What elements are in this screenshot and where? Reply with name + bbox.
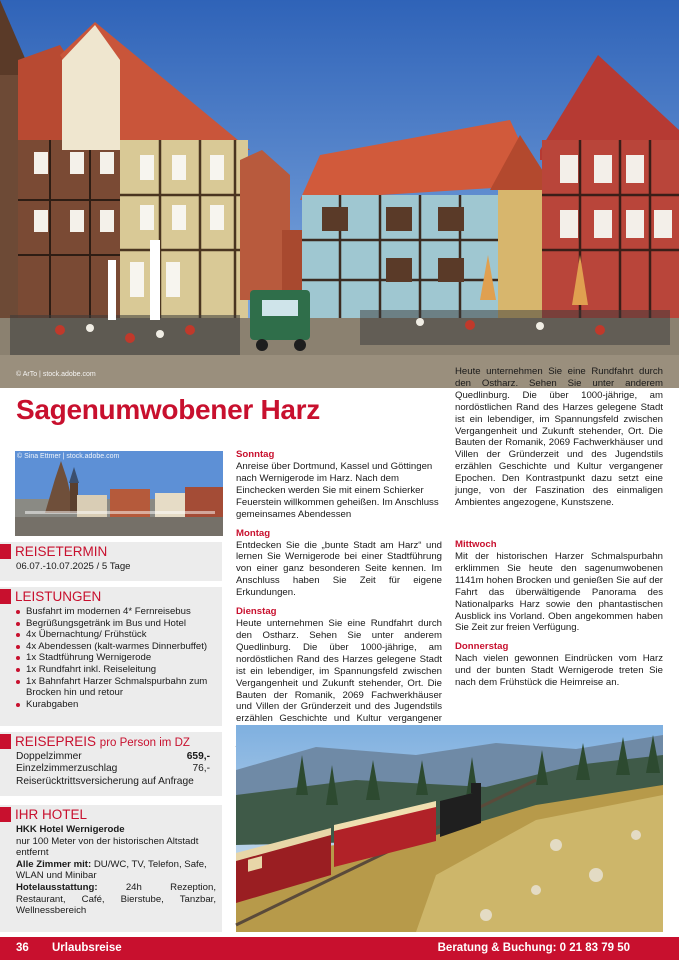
reisetermin-dates: 06.07.-10.07.2025 / 5 Tage — [16, 561, 131, 572]
hotel-ausstattung — [16, 882, 216, 917]
list-item: Kurabgaben — [16, 699, 216, 711]
day-text-sonntag: Anreise über Dortmund, Kassel und Göttingen nach Wernigerode im Harz. Nach dem Einchecken werden Sie mit einem Schierker Feuerstein willkommen geheißen. Im Anschluss gemeinsames Abendessen — [236, 461, 439, 520]
wernigerode-thumbnail-photo — [15, 451, 223, 536]
dienstag-continuation — [455, 366, 663, 532]
footer-contact: Beratung & Buchung: 0 21 83 79 50 — [437, 942, 630, 954]
day-heading-dienstag: Dienstag — [236, 606, 277, 618]
day-heading-sonntag: Sonntag — [236, 449, 275, 460]
hotel-header — [0, 805, 222, 824]
leistungen-heading: LEISTUNGEN — [15, 589, 102, 604]
versicherung-note: Reiserücktrittsversicherung auf Anfrage — [16, 775, 194, 787]
reisetermin-header — [0, 542, 222, 561]
section-marker — [0, 589, 11, 604]
list-item: 4x Abendessen (kalt-warmes Dinnerbuffet) — [16, 641, 216, 653]
day-text-dienstag-cont: Heute unternehmen Sie eine Rundfahrt durch den Ostharz. Sehen Sie unter anderem Quedlinburg. Die über 1000-jährige, am nordöstlichen Rand des Harzes gelegene Stadt ist ein lebendiger, im Spannungsfeld zwischen Vergangenheit und Zukunft stehender, Ort. Die Bauten der Romanik, 2069 Fachwerkhäuser und Villen der Gründerzeit und des Jugendstils erzählen Geschichte und Kultur vergangener Epochen. Den Kontrastpunkt dazu setzt eine junge, von der Faszination des einmaligen Ambientes angezogene, Kunstszene. — [455, 366, 663, 508]
reisepreis-heading: REISEPREIS — [15, 734, 97, 749]
leistungen-list — [16, 606, 216, 710]
hotel-body — [0, 824, 222, 917]
einzelzimmer-label: Einzelzimmerzuschlag — [16, 763, 118, 775]
section-marker — [0, 734, 11, 749]
doppelzimmer-label: Doppelzimmer — [16, 751, 82, 762]
reisetermin-body — [0, 561, 222, 573]
reisetermin-box — [0, 542, 222, 581]
section-marker — [0, 544, 11, 559]
program-column-2 — [455, 366, 663, 689]
reisepreis-subheading: pro Person im DZ — [99, 737, 190, 749]
page-footer — [0, 937, 679, 960]
day-text-dienstag-content: Heute unternehmen Sie eine Rundfahrt durch den Ostharz. Sehen Sie unter anderem Quedlinburg. Die über 1000-jährige, am nordöstlichen Rand des Harzes gelegene Stadt ist ein lebendiger, im Spannungsfeld zwischen Vergangenheit und Zukunft stehender, Ort. Die Bauten der Romanik, 2069 Fachwerkhäuser und Villen der Gründerzeit und des Jugendstils erzählen Geschichte und Kultur vergangener — [236, 618, 442, 725]
hotel-zimmer — [16, 859, 216, 882]
day-heading-montag: Montag — [236, 527, 271, 539]
list-item: Begrüßungsgetränk im Bus und Hotel — [16, 618, 216, 630]
price-row-doppelzimmer — [16, 751, 216, 763]
reisepreis-body — [0, 751, 222, 788]
page-title: Sagenumwobener Harz — [16, 394, 320, 425]
list-item: Busfahrt im modernen 4* Fernreisebus — [16, 606, 216, 618]
price-row-einzelzimmer — [16, 763, 216, 775]
hotel-box — [0, 805, 222, 932]
day-text-montag: Entdecken Sie die „bunte Stadt am Harz“ und lernen Sie Wernigerode bei einer Stadtführung von einer ganz besonderen Seite kennen. Im Anschluss haben Sie Zeit für eigene Erkundungen. — [236, 539, 442, 599]
list-item: 1x Rundfahrt inkl. Reiseleitung — [16, 664, 216, 676]
leistungen-box — [0, 587, 222, 726]
reisetermin-heading: REISETERMIN — [15, 544, 108, 559]
day-text-dienstag — [236, 618, 442, 725]
day-heading-mittwoch: Mittwoch — [455, 539, 497, 550]
day-text-mittwoch: Mit der historischen Harzer Schmalspurbahn erklimmen Sie heute den sagenumwobenen 1141m hohen Brocken und genießen Sie auf der Fahrt das überwältigende Panorama des Nationalparks Harz sowie den phantastischen Ausblick ins Vorland. Oben angekommen haben Sie Zeit zur freien Verfügung. — [455, 551, 663, 634]
hotel-zimmer-text: DU/WC, TV, Telefon, Safe, WLAN und Minibar — [16, 858, 207, 882]
day-text-donnerstag: Nach vielen gewonnen Eindrücken vom Harz und der bunten Stadt Wernigerode treten Sie nach dem Frühstück die Heimreise an. — [455, 653, 663, 689]
hero-photo-credit: © ArTo | stock.adobe.com — [16, 371, 96, 378]
list-item: 4x Übernachtung/ Frühstück — [16, 629, 216, 641]
reisepreis-header — [0, 732, 222, 751]
day-heading-donnerstag: Donnerstag — [455, 641, 509, 653]
list-item: 1x Stadtführung Wernigerode — [16, 652, 216, 664]
reisepreis-box — [0, 732, 222, 796]
page-number: 36 — [16, 942, 29, 954]
hotel-zimmer-label: Alle Zimmer mit: — [16, 858, 92, 870]
brocken-railway-photo — [236, 725, 663, 932]
section-marker — [0, 807, 11, 822]
hotel-ausstattung-label: Hotelausstattung: — [16, 881, 98, 893]
hotel-lage: nur 100 Meter von der historischen Altstadt entfernt — [16, 835, 199, 859]
hero-photo-quedlinburg — [0, 0, 679, 388]
program-column-1 — [236, 449, 442, 725]
list-item: 1x Bahnfahrt Harzer Schmalspurbahn zum Brocken hin und retour — [16, 676, 216, 699]
hotel-ausstattung-text: 24h Rezeption, Restaurant, Café, Bierstube, Tanzbar, Wellnessbereich — [16, 881, 216, 917]
leistungen-body — [0, 606, 222, 710]
hotel-heading: IHR HOTEL — [15, 807, 88, 822]
thumbnail-photo-credit: © Sina Ettmer | stock.adobe.com — [17, 453, 120, 460]
hotel-name: HKK Hotel Wernigerode — [16, 824, 125, 835]
einzelzimmer-price: 76,- — [192, 763, 210, 775]
footer-brand: Urlaubsreise — [52, 942, 122, 954]
doppelzimmer-price: 659,- — [186, 751, 210, 762]
leistungen-header — [0, 587, 222, 606]
